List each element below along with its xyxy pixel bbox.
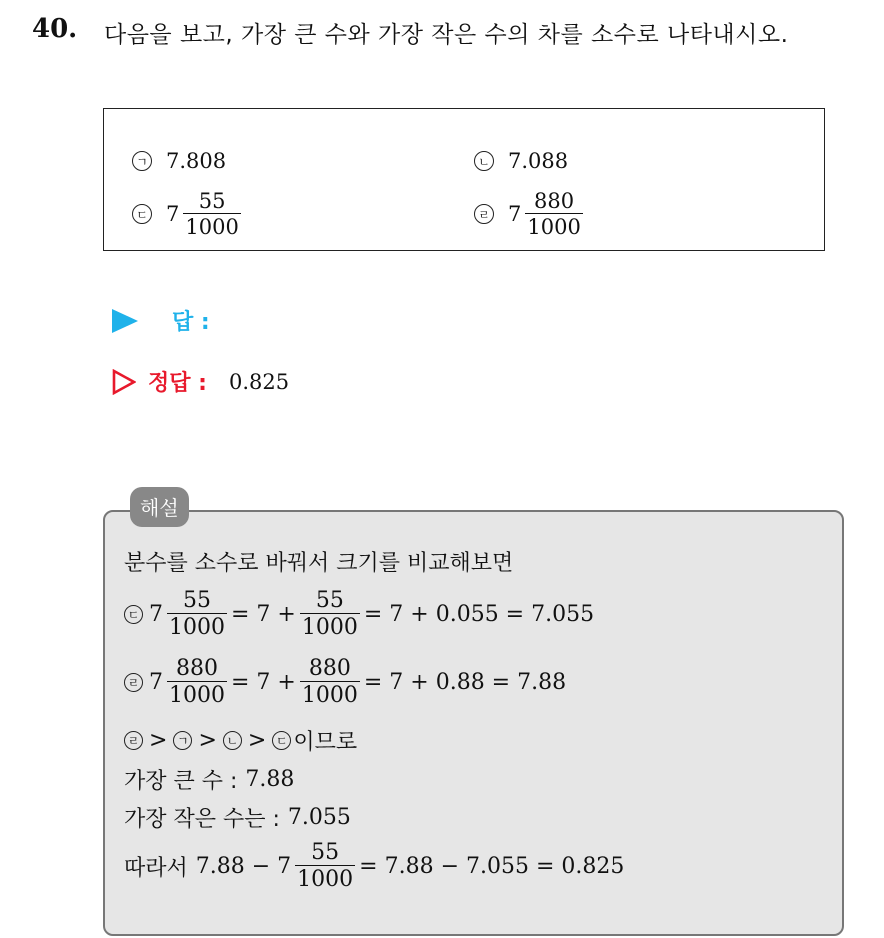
fraction-numerator: 55 [311, 840, 340, 865]
question-number: 40. [32, 14, 78, 44]
eq1-rest: = 7 + 0.055 = 7.055 [363, 601, 595, 627]
choice-a [132, 149, 226, 173]
smallest-label: 가장 작은 수는 : [124, 807, 280, 832]
choice-d-whole: 7 [508, 202, 522, 227]
filled-triangle-icon [112, 309, 138, 333]
largest-label: 가장 큰 수 : [124, 769, 238, 794]
eq1-whole: 7 [149, 601, 163, 627]
fraction-denominator: 1000 [185, 215, 239, 240]
greater-than: > [149, 728, 168, 753]
choice-a-value: 7.808 [166, 149, 227, 173]
circle-mark-c: ㄷ [124, 605, 143, 624]
choice-c-fraction [183, 189, 240, 239]
fraction-denominator: 1000 [297, 867, 354, 893]
smallest-value: 7.055 [287, 805, 351, 830]
answer-label: 답 : [172, 310, 210, 335]
choice-b-value: 7.088 [508, 149, 569, 173]
explanation-smallest [124, 802, 351, 833]
fraction-denominator: 1000 [169, 683, 225, 709]
greater-than: > [198, 728, 217, 753]
circle-mark-d: ㄹ [124, 673, 143, 692]
circle-mark-b: ㄴ [223, 731, 242, 750]
fraction-denominator: 1000 [169, 615, 225, 641]
explanation-order [124, 725, 357, 756]
eq2-fraction [167, 656, 227, 709]
fraction-numerator: 55 [315, 588, 344, 613]
eq2-mid: = 7 + [231, 669, 296, 695]
fraction-numerator: 55 [198, 189, 226, 213]
fraction-numerator: 880 [176, 656, 218, 681]
final-rest: = 7.88 − 7.055 = 0.825 [359, 853, 625, 879]
question-text: 다음을 보고, 가장 큰 수와 가장 작은 수의 차를 소수로 나타내시오. [104, 22, 789, 48]
correct-answer-value: 0.825 [228, 369, 290, 394]
explanation-tag: 해설 [130, 487, 189, 527]
circle-mark-b: ㄴ [474, 151, 494, 171]
eq1-fraction-2 [300, 588, 360, 641]
largest-value: 7.88 [245, 767, 295, 792]
circle-mark-a: ㄱ [173, 731, 192, 750]
circle-mark-d: ㄹ [124, 731, 143, 750]
choice-d [474, 189, 587, 239]
explanation-largest [124, 764, 294, 795]
circle-mark-c: ㄷ [132, 204, 152, 224]
final-fraction [295, 840, 355, 893]
fraction-denominator: 1000 [301, 615, 358, 641]
eq2-whole: 7 [149, 669, 163, 695]
choices-box [103, 108, 825, 251]
order-suffix: 이므로 [293, 730, 358, 755]
eq1-fraction [167, 588, 227, 641]
eq1-mid: = 7 + [231, 601, 296, 627]
correct-answer-row [112, 366, 289, 397]
explanation-eq-2 [124, 656, 566, 709]
correct-answer-label: 정답 : [148, 371, 207, 396]
explanation-eq-1 [124, 588, 594, 641]
fraction-numerator: 880 [308, 656, 351, 681]
circle-mark-d: ㄹ [474, 204, 494, 224]
eq2-fraction-2 [300, 656, 360, 709]
choice-c [132, 189, 245, 239]
fraction-numerator: 55 [183, 588, 211, 613]
answer-row [112, 305, 210, 336]
choice-d-fraction [525, 189, 582, 239]
outline-triangle-icon [112, 369, 136, 395]
fraction-denominator: 1000 [301, 683, 358, 709]
circle-mark-c: ㄷ [272, 731, 291, 750]
explanation-line-1: 분수를 소수로 바꿔서 크기를 비교해보면 [124, 551, 514, 576]
choice-c-whole: 7 [166, 202, 180, 227]
explanation-final [124, 840, 624, 893]
eq2-rest: = 7 + 0.88 = 7.88 [363, 669, 567, 695]
circle-mark-a: ㄱ [132, 151, 152, 171]
fraction-numerator: 880 [534, 189, 575, 213]
final-prefix: 따라서 [124, 855, 188, 881]
choice-b [474, 149, 568, 173]
greater-than: > [247, 728, 267, 753]
fraction-denominator: 1000 [527, 215, 581, 240]
final-a: 7.88 − 7 [195, 853, 292, 879]
